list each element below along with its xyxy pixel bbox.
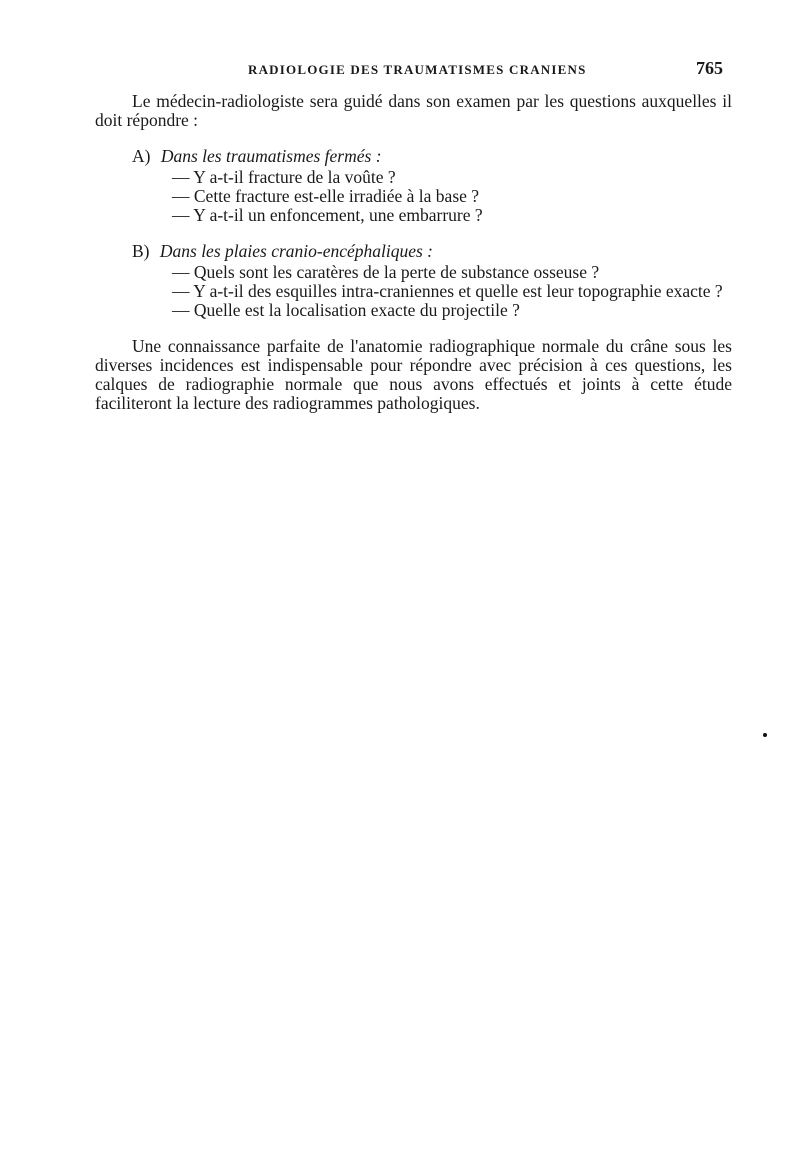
section-title: Dans les plaies cranio-encéphaliques : bbox=[159, 241, 434, 261]
print-speck bbox=[763, 733, 767, 737]
section-cranio-encephalic-wounds bbox=[95, 242, 732, 320]
section-heading bbox=[132, 242, 732, 261]
body-text bbox=[95, 92, 732, 413]
section-title: Dans les traumatismes fermés : bbox=[160, 146, 382, 166]
running-head: RADIOLOGIE DES TRAUMATISMES CRANIENS bbox=[248, 62, 587, 77]
question-item: — Y a-t-il des esquilles intra-craniennes et quelle est leur topographie exacte ? bbox=[172, 281, 723, 301]
question-list bbox=[132, 168, 732, 225]
conclusion-paragraph: Une connaissance parfaite de l'anatomie radiographique normale du crâne sous les diverses incidences est indispensable pour répondre avec précision à ces questions, les calques de radiographie normale que nous avons effectués et joints à cette étude faciliteront la lecture des radiogrammes pathologiques. bbox=[95, 336, 732, 413]
section-letter: A) bbox=[132, 146, 151, 166]
question-item: — Quels sont les caratères de la perte de substance osseuse ? bbox=[172, 262, 600, 282]
question-item: — Y a-t-il un enfoncement, une embarrure ? bbox=[172, 205, 483, 225]
question-item: — Quelle est la localisation exacte du projectile ? bbox=[172, 300, 520, 320]
page-number: 765 bbox=[696, 58, 723, 78]
section-heading bbox=[132, 147, 732, 166]
question-list bbox=[132, 263, 732, 320]
section-letter: B) bbox=[132, 241, 150, 261]
intro-paragraph: Le médecin-radiologiste sera guidé dans son examen par les questions auxquelles il doit répondre : bbox=[95, 91, 732, 130]
question-item: — Cette fracture est-elle irradiée à la base ? bbox=[172, 186, 480, 206]
question-item: — Y a-t-il fracture de la voûte ? bbox=[172, 167, 396, 187]
section-closed-traumatisms bbox=[95, 147, 732, 225]
